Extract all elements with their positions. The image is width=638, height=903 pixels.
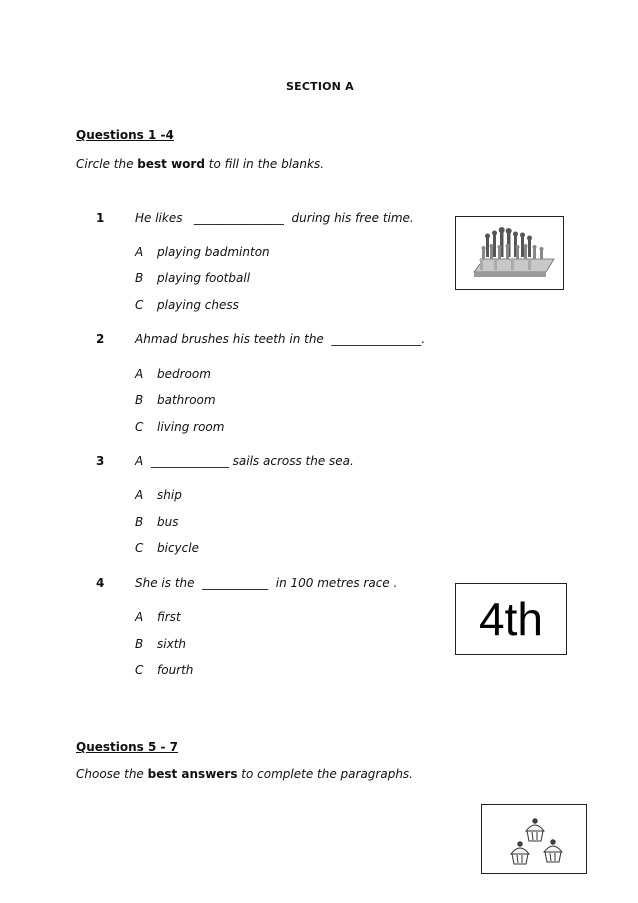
option-letter: C: [135, 541, 144, 555]
questions-1-4-heading: Questions 1 -4: [76, 128, 174, 142]
fourth-place-label: 4th: [479, 593, 543, 645]
option[interactable]: [135, 393, 216, 407]
option-text: living room: [157, 420, 225, 434]
option-text: bedroom: [157, 367, 211, 381]
question-number: 1: [96, 211, 105, 225]
section-title: SECTION A: [286, 80, 354, 93]
instruction-post: to fill in the blanks.: [204, 157, 325, 171]
option-letter: A: [135, 245, 144, 259]
option[interactable]: [135, 610, 181, 624]
questions-5-7-heading: Questions 5 - 7: [76, 740, 179, 754]
option-letter: C: [135, 663, 144, 677]
instruction-bold: best answers: [147, 767, 238, 781]
cupcakes-image-box: [481, 804, 587, 874]
chess-board-icon: [456, 217, 563, 289]
option[interactable]: [135, 420, 224, 434]
option-text: fourth: [157, 663, 194, 677]
option-text: sixth: [157, 637, 186, 651]
option-text: bus: [157, 515, 179, 529]
option-text: playing chess: [157, 298, 239, 312]
option-letter: A: [135, 488, 144, 502]
instruction-post: to complete the paragraphs.: [237, 767, 413, 781]
question-text: He likes _______________ during his free time.: [135, 211, 414, 225]
question-number: 4: [96, 576, 105, 590]
option-letter: C: [135, 298, 144, 312]
chess-image-box: [455, 216, 564, 290]
option[interactable]: [135, 488, 182, 502]
option[interactable]: [135, 245, 270, 259]
option-text: bathroom: [157, 393, 216, 407]
question-number: 2: [96, 332, 105, 346]
option-letter: B: [135, 393, 144, 407]
instruction-pre: Circle the: [76, 157, 138, 171]
option-letter: B: [135, 271, 144, 285]
option[interactable]: [135, 637, 186, 651]
cupcakes-icon: [482, 805, 586, 873]
questions-1-4-instruction: [76, 157, 324, 171]
questions-5-7-instruction: [76, 767, 413, 781]
option[interactable]: [135, 663, 193, 677]
question-number: 3: [96, 454, 105, 468]
option-text: playing badminton: [157, 245, 270, 259]
option[interactable]: [135, 298, 239, 312]
option-text: ship: [157, 488, 182, 502]
option[interactable]: [135, 541, 199, 555]
option-letter: B: [135, 637, 144, 651]
option-letter: A: [135, 610, 144, 624]
option[interactable]: [135, 367, 211, 381]
option-text: first: [157, 610, 181, 624]
option[interactable]: [135, 515, 178, 529]
option-text: bicycle: [157, 541, 199, 555]
fourth-place-image-box: [455, 583, 567, 655]
instruction-pre: Choose the: [76, 767, 148, 781]
option[interactable]: [135, 271, 250, 285]
option-letter: B: [135, 515, 144, 529]
instruction-bold: best word: [137, 157, 205, 171]
question-text: A _____________ sails across the sea.: [135, 454, 354, 468]
question-text: She is the ___________ in 100 metres race .: [135, 576, 398, 590]
question-text: Ahmad brushes his teeth in the _______________.: [135, 332, 426, 346]
option-text: playing football: [157, 271, 251, 285]
option-letter: C: [135, 420, 144, 434]
option-letter: A: [135, 367, 144, 381]
